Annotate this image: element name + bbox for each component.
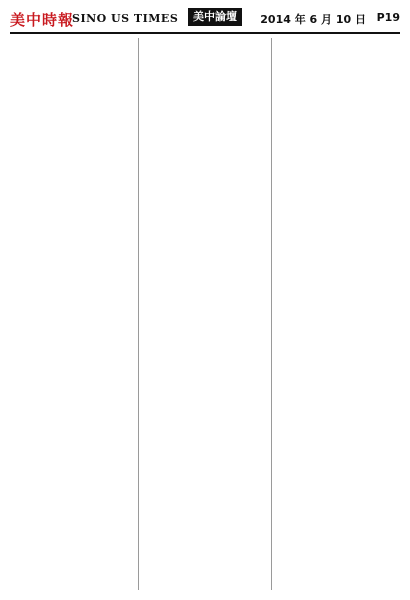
section-label: 美中論壇 <box>193 10 237 23</box>
section-banner <box>188 8 242 26</box>
column-divider <box>271 38 272 590</box>
section-heading <box>276 56 400 66</box>
article-section <box>10 38 133 48</box>
article-section <box>143 92 266 102</box>
page-number: P19 <box>376 11 400 24</box>
section-heading <box>143 56 266 66</box>
article-section <box>276 38 400 48</box>
article-column-2 <box>143 38 266 590</box>
article-section <box>276 92 400 102</box>
article-section <box>276 56 400 66</box>
article-section <box>143 56 266 66</box>
section-heading <box>276 74 400 84</box>
section-heading <box>10 74 133 84</box>
article-section <box>143 74 266 84</box>
section-heading <box>143 38 266 48</box>
section-heading <box>143 74 266 84</box>
section-heading <box>143 92 266 102</box>
article-column-1 <box>10 38 133 590</box>
article-section <box>10 74 133 84</box>
article-section <box>10 92 133 102</box>
column-divider <box>138 38 139 590</box>
section-heading <box>276 92 400 102</box>
issue-date: 2014 年 6 月 10 日 <box>260 13 366 26</box>
article-section <box>10 56 133 66</box>
section-heading <box>10 56 133 66</box>
newspaper-name-english: SINO US TIMES <box>72 12 179 25</box>
article-column-3 <box>276 38 400 590</box>
article-columns <box>10 38 400 590</box>
section-heading <box>10 38 133 48</box>
newspaper-name-chinese: 美中時報 <box>10 11 75 29</box>
masthead <box>10 6 400 34</box>
article-section <box>276 74 400 84</box>
article-section <box>143 38 266 48</box>
section-heading <box>10 92 133 102</box>
section-heading <box>276 38 400 48</box>
